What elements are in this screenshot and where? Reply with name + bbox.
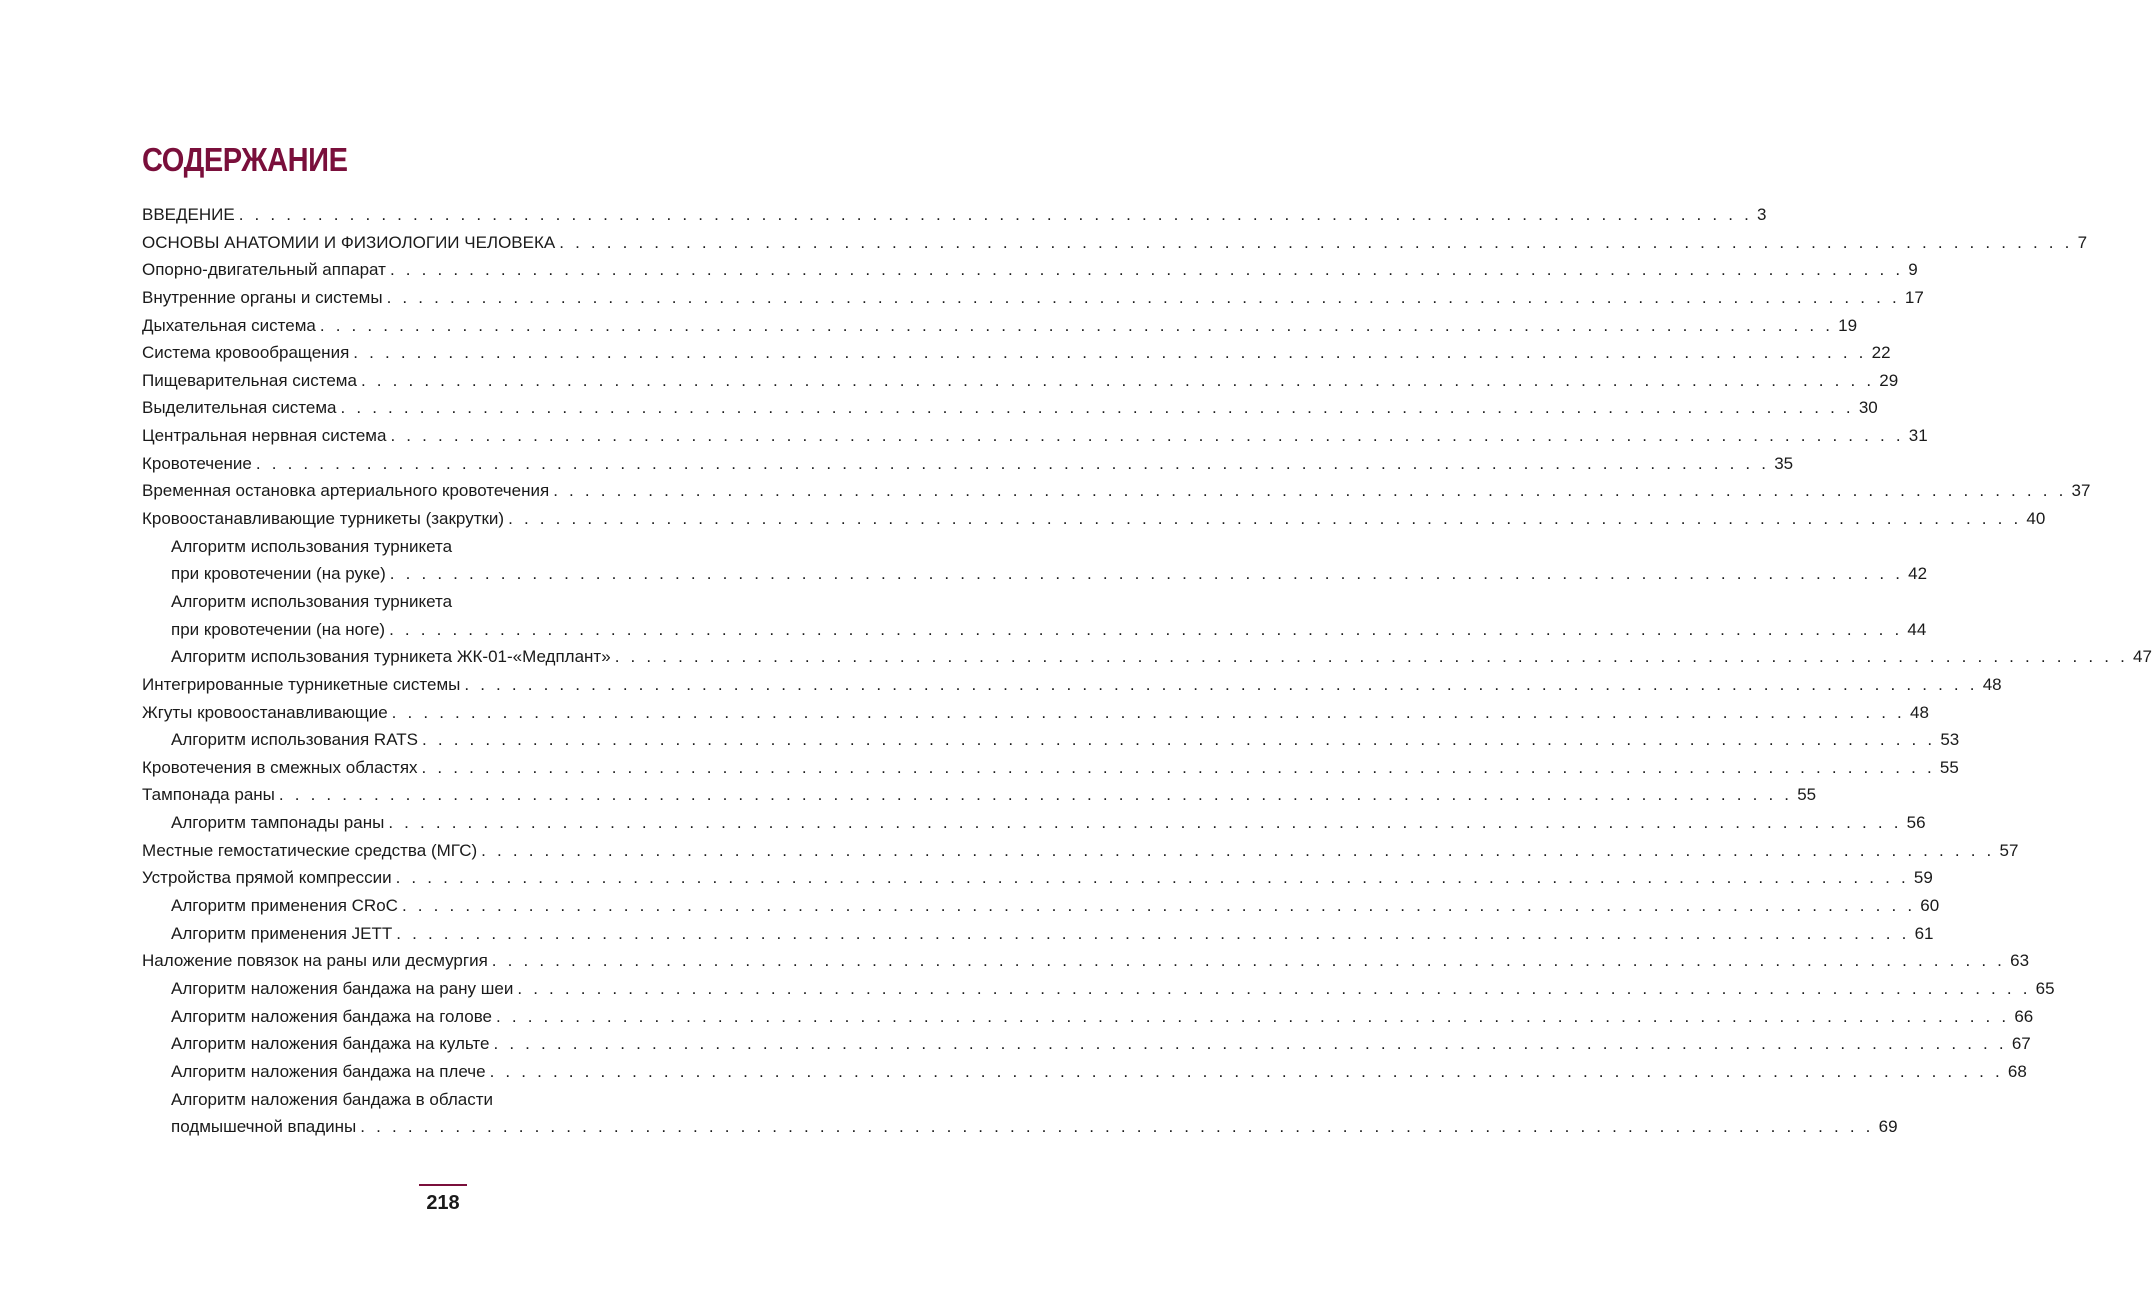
toc-entry[interactable]: [142, 699, 1929, 727]
toc-entry-title: Алгоритм наложения бандажа в области: [171, 1089, 493, 1109]
toc-entry-title: Кровотечение: [142, 453, 252, 473]
toc-entry[interactable]: [142, 726, 1960, 754]
toc-entry[interactable]: [142, 284, 1924, 312]
toc-entry-page: 61: [1914, 923, 1934, 943]
toc-entry-title: Дыхательная система: [142, 315, 316, 335]
dot-leader: . . . . . . . . . . . . . . . . . . . . . . . . . . . . . . . . . . . . . . . . . . . . . . . . . . . . . . . . . . . . . . . . . . . . . . . . . . . . . . . . . . . . . . . . . . . . . . . .: [422, 730, 1936, 750]
dot-leader: . . . . . . . . . . . . . . . . . . . . . . . . . . . . . . . . . . . . . . . . . . . . . . . . . . . . . . . . . . . . . . . . . . . . . . . . . . . . . . . . . . . . . . . . . . . . . . . .: [360, 370, 1875, 390]
dot-leader: . . . . . . . . . . . . . . . . . . . . . . . . . . . . . . . . . . . . . . . . . . . . . . . . . . . . . . . . . . . . . . . . . . . . . . . . . . . . . . . . . . . . . . . . . . . . . . . .: [489, 1061, 2003, 1081]
toc-entry-title: Алгоритм использования турникета ЖК-01-«Медплант»: [171, 647, 611, 667]
toc-entry-title-line: [142, 588, 742, 616]
dot-leader: . . . . . . . . . . . . . . . . . . . . . . . . . . . . . . . . . . . . . . . . . . . . . . . . . . . . . . . . . . . . . . . . . . . . . . . . . . . . . . . . . . . . . . . . . . . . . . . .: [395, 868, 1909, 888]
toc-entry-title: Выделительная система: [142, 398, 337, 418]
table-of-contents: [142, 201, 2152, 1141]
toc-entry-title: Алгоритм использования RATS: [171, 730, 418, 750]
toc-entry-page: 17: [1904, 287, 1924, 307]
toc-entry[interactable]: [142, 560, 1928, 588]
toc-entry[interactable]: [142, 837, 2019, 865]
toc-entry[interactable]: [142, 229, 2088, 257]
toc-entry[interactable]: [142, 422, 1928, 450]
toc-entry-page: 40: [2026, 509, 2046, 529]
dot-leader: . . . . . . . . . . . . . . . . . . . . . . . . . . . . . . . . . . . . . . . . . . . . . . . . . . . . . . . . . . . . . . . . . . . . . . . . . . . . . . . . . . . . . . . . . . . . . . . .: [421, 757, 1935, 777]
toc-entry[interactable]: [142, 1113, 1898, 1141]
toc-entry-page: 7: [2077, 232, 2088, 252]
dot-leader: . . . . . . . . . . . . . . . . . . . . . . . . . . . . . . . . . . . . . . . . . . . . . . . . . . . . . . . . . . . . . . . . . . . . . . . . . . . . . . . . . . . . . . . . . . . . . . . .: [464, 674, 1978, 694]
toc-entry-title: Местные гемостатические средства (МГС): [142, 840, 478, 860]
toc-entry-title-line: [142, 1086, 742, 1114]
dot-leader: . . . . . . . . . . . . . . . . . . . . . . . . . . . . . . . . . . . . . . . . . . . . . . . . . . . . . . . . . . . . . . . . . . . . . . . . . . . . . . . . . . . . . . . . . . . . . . . .: [360, 1117, 1874, 1137]
toc-entry-page: 9: [1908, 260, 1918, 280]
dot-leader: . . . . . . . . . . . . . . . . . . . . . . . . . . . . . . . . . . . . . . . . . . . . . . . . . . . . . . . . . . . . . . . . . . . . . . . . . . . . . . . . . . . . . . . . . . . . . . . .: [278, 785, 1793, 805]
toc-entry-page: 48: [1982, 674, 2002, 694]
toc-entry-page: 22: [1871, 343, 1891, 363]
dot-leader: . . . . . . . . . . . . . . . . . . . . . . . . . . . . . . . . . . . . . . . . . . . . . . . . . . . . . . . . . . . . . . . . . . . . . . . . . . . . . . . . . . . . . . . . . . . . . . . .: [396, 923, 1910, 943]
toc-entry-title: Алгоритм тампонады раны: [171, 813, 385, 833]
toc-entry-title: Алгоритм наложения бандажа на рану шеи: [171, 978, 514, 998]
dot-leader: . . . . . . . . . . . . . . . . . . . . . . . . . . . . . . . . . . . . . . . . . . . . . . . . . . . . . . . . . . . . . . . . . . . . . . . . . . . . . . . . . . . . . . . . . . . . . . . .: [493, 1034, 2007, 1054]
dot-leader: . . . . . . . . . . . . . . . . . . . . . . . . . . . . . . . . . . . . . . . . . . . . . . . . . . . . . . . . . . . . . . . . . . . . . . . . . . . . . . . . . . . . . . . . . . . . . . . .: [401, 896, 1916, 916]
toc-entry-page: 37: [2071, 481, 2091, 501]
dot-leader: . . . . . . . . . . . . . . . . . . . . . . . . . . . . . . . . . . . . . . . . . . . . . . . . . . . . . . . . . . . . . . . . . . . . . . . . . . . . . . . . . . . . . . . . . . . . . . . .: [388, 813, 1902, 833]
dot-leader: . . . . . . . . . . . . . . . . . . . . . . . . . . . . . . . . . . . . . . . . . . . . . . . . . . . . . . . . . . . . . . . . . . . . . . . . . . . . . . . . . . . . . . . . . . . . . . . .: [508, 509, 2022, 529]
toc-entry-title: Устройства прямой компрессии: [142, 868, 392, 888]
toc-entry[interactable]: [142, 256, 1918, 284]
toc-entry-title: Кровотечения в смежных областях: [142, 757, 418, 777]
toc-entry-title: ВВЕДЕНИЕ: [142, 205, 235, 224]
toc-entry-page: 53: [1940, 730, 1960, 750]
toc-entry[interactable]: [142, 947, 2030, 975]
toc-entry-page: 69: [1878, 1117, 1898, 1137]
toc-entry[interactable]: [142, 367, 1899, 395]
dot-leader: . . . . . . . . . . . . . . . . . . . . . . . . . . . . . . . . . . . . . . . . . . . . . . . . . . . . . . . . . . . . . . . . . . . . . . . . . . . . . . . . . . . . . . . . . . . . . . . .: [340, 398, 1854, 418]
toc-entry-title: Алгоритм наложения бандажа на плече: [171, 1061, 486, 1081]
toc-entry-title: Алгоритм наложения бандажа на культе: [171, 1034, 490, 1054]
toc-entry[interactable]: [142, 892, 1940, 920]
toc-entry-page: 60: [1920, 896, 1940, 916]
toc-entry[interactable]: [142, 312, 1858, 340]
toc-entry-title: Алгоритм применения JETT: [171, 923, 393, 943]
dot-leader: . . . . . . . . . . . . . . . . . . . . . . . . . . . . . . . . . . . . . . . . . . . . . . . . . . . . . . . . . . . . . . . . . . . . . . . . . . . . . . . . . . . . . . . . . . . . . . . .: [553, 481, 2067, 501]
toc-entry-page: 68: [2007, 1061, 2027, 1081]
dot-leader: . . . . . . . . . . . . . . . . . . . . . . . . . . . . . . . . . . . . . . . . . . . . . . . . . . . . . . . . . . . . . . . . . . . . . . . . . . . . . . . . . . . . . . . . . . . . . . . .: [559, 232, 2073, 252]
toc-entry[interactable]: [142, 450, 1794, 478]
toc-entry[interactable]: [142, 616, 1927, 644]
toc-entry[interactable]: [142, 477, 2091, 505]
toc-entry[interactable]: [142, 920, 1934, 948]
page-number: 218: [426, 1192, 460, 1214]
toc-entry[interactable]: [142, 1003, 2034, 1031]
toc-entry[interactable]: [142, 754, 1959, 782]
toc-entry[interactable]: [142, 643, 2152, 671]
toc-entry-page: 31: [1908, 426, 1928, 446]
toc-entry-title-continued: при кровотечении (на ноге): [171, 619, 386, 639]
toc-entry-title: Алгоритм наложения бандажа на голове: [171, 1006, 492, 1026]
toc-entry-title: Временная остановка артериального кровотечения: [142, 481, 550, 501]
dot-leader: . . . . . . . . . . . . . . . . . . . . . . . . . . . . . . . . . . . . . . . . . . . . . . . . . . . . . . . . . . . . . . . . . . . . . . . . . . . . . . . . . . . . . . . . . . . . . . . .: [517, 978, 2031, 998]
dot-leader: . . . . . . . . . . . . . . . . . . . . . . . . . . . . . . . . . . . . . . . . . . . . . . . . . . . . . . . . . . . . . . . . . . . . . . . . . . . . . . . . . . . . . . . . . . . . . . . .: [319, 315, 1834, 335]
toc-entry-page: 3: [1757, 205, 1767, 224]
toc-entry[interactable]: [142, 339, 1891, 367]
toc-entry-page: 19: [1838, 315, 1858, 335]
dot-leader: . . . . . . . . . . . . . . . . . . . . . . . . . . . . . . . . . . . . . . . . . . . . . . . . . . . . . . . . . . . . . . . . . . . . . . . . . . . . . . . . . . . . . . . . . . . . . . . .: [491, 951, 2006, 971]
dot-leader: . . . . . . . . . . . . . . . . . . . . . . . . . . . . . . . . . . . . . . . . . . . . . . . . . . . . . . . . . . . . . . . . . . . . . . . . . . . . . . . . . . . . . . . . . . . . . . . .: [389, 564, 1904, 584]
dot-leader: . . . . . . . . . . . . . . . . . . . . . . . . . . . . . . . . . . . . . . . . . . . . . . . . . . . . . . . . . . . . . . . . . . . . . . . . . . . . . . . . . . . . . . . . . . . . . . . .: [390, 426, 1904, 446]
toc-entry-page: 35: [1774, 453, 1794, 473]
toc-entry[interactable]: [142, 671, 2002, 699]
toc-entry-page: 48: [1909, 702, 1929, 722]
toc-entry[interactable]: [142, 1030, 2031, 1058]
toc-entry-page: 55: [1939, 757, 1959, 777]
toc-entry-title: Система кровообращения: [142, 343, 350, 363]
toc-entry-title: Наложение повязок на раны или десмургия: [142, 951, 488, 971]
toc-entry-page: 55: [1797, 785, 1817, 805]
toc-entry-title: Алгоритм применения CRoC: [171, 896, 398, 916]
toc-entry-title: ОСНОВЫ АНАТОМИИ И ФИЗИОЛОГИИ ЧЕЛОВЕКА: [142, 232, 556, 252]
toc-entry-title: Опорно-двигательный аппарат: [142, 260, 386, 280]
toc-entry-page: 66: [2014, 1006, 2034, 1026]
toc-entry-title: Интегрированные турникетные системы: [142, 674, 461, 694]
dot-leader: . . . . . . . . . . . . . . . . . . . . . . . . . . . . . . . . . . . . . . . . . . . . . . . . . . . . . . . . . . . . . . . . . . . . . . . . . . . . . . . . . . . . . . . . . . . . . . . .: [386, 287, 1900, 307]
toc-entry[interactable]: [142, 809, 1926, 837]
dot-leader: . . . . . . . . . . . . . . . . . . . . . . . . . . . . . . . . . . . . . . . . . . . . . . . . . . . . . . . . . . . . . . . . . . . . . . . . . . . . . . . . . . . . . . . . . . . . . . . .: [496, 1006, 2010, 1026]
toc-entry[interactable]: [142, 864, 1933, 892]
toc-entry-title-line: [142, 533, 742, 561]
toc-entry[interactable]: [142, 201, 1767, 229]
dot-leader: . . . . . . . . . . . . . . . . . . . . . . . . . . . . . . . . . . . . . . . . . . . . . . . . . . . . . . . . . . . . . . . . . . . . . . . . . . . . . . . . . . . . . . . . . . . . . . . .: [391, 702, 1905, 722]
toc-entry[interactable]: [142, 1058, 2027, 1086]
toc-entry-title: Жгуты кровоостанавливающие: [142, 702, 388, 722]
dot-leader: . . . . . . . . . . . . . . . . . . . . . . . . . . . . . . . . . . . . . . . . . . . . . . . . . . . . . . . . . . . . . . . . . . . . . . . . . . . . . . . . . . . . . . . . . . . . . . . .: [255, 453, 1770, 473]
toc-entry-page: 59: [1913, 868, 1933, 888]
toc-entry-page: 29: [1879, 370, 1899, 390]
toc-entry-page: 42: [1908, 564, 1928, 584]
toc-entry[interactable]: [142, 975, 2055, 1003]
dot-leader: . . . . . . . . . . . . . . . . . . . . . . . . . . . . . . . . . . . . . . . . . . . . . . . . . . . . . . . . . . . . . . . . . . . . . . . . . . . . . . . . . . . . . . . . . . . . . . . .: [481, 840, 1995, 860]
toc-entry-page: 67: [2011, 1034, 2031, 1054]
toc-entry-title: Алгоритм использования турникета: [171, 591, 453, 611]
dot-leader: . . . . . . . . . . . . . . . . . . . . . . . . . . . . . . . . . . . . . . . . . . . . . . . . . . . . . . . . . . . . . . . . . . . . . . . . . . . . . . . . . . . . . . . . . . . . . . . .: [614, 647, 2129, 667]
toc-entry[interactable]: [142, 394, 1878, 422]
toc-entry-page: 56: [1906, 813, 1926, 833]
toc-entry-title: Тампонада раны: [142, 785, 275, 805]
page-number-rule: [419, 1184, 467, 1186]
toc-entry-title-continued: подмышечной впадины: [171, 1117, 357, 1137]
page-title: СОДЕРЖАНИЕ: [142, 141, 348, 178]
toc-entry-title: Внутренние органы и системы: [142, 287, 383, 307]
toc-entry-title: Центральная нервная система: [142, 426, 387, 446]
dot-leader: . . . . . . . . . . . . . . . . . . . . . . . . . . . . . . . . . . . . . . . . . . . . . . . . . . . . . . . . . . . . . . . . . . . . . . . . . . . . . . . . . . . . . . . . . . . . . . . .: [353, 343, 1867, 363]
toc-entry-title: Кровоостанавливающие турникеты (закрутки): [142, 509, 505, 529]
toc-entry[interactable]: [142, 781, 1817, 809]
toc-entry-page: 47: [2133, 647, 2152, 667]
toc-entry-title-continued: при кровотечении (на руке): [171, 564, 386, 584]
dot-leader: . . . . . . . . . . . . . . . . . . . . . . . . . . . . . . . . . . . . . . . . . . . . . . . . . . . . . . . . . . . . . . . . . . . . . . . . . . . . . . . . . . . . . . . . . . . . . . . .: [389, 619, 1903, 639]
toc-entry-title: Алгоритм использования турникета: [171, 536, 453, 556]
toc-entry[interactable]: [142, 505, 2046, 533]
toc-entry-page: 30: [1858, 398, 1878, 418]
dot-leader: . . . . . . . . . . . . . . . . . . . . . . . . . . . . . . . . . . . . . . . . . . . . . . . . . . . . . . . . . . . . . . . . . . . . . . . . . . . . . . . . . . . . . . . . . . . . . . . .: [389, 260, 1904, 280]
dot-leader: . . . . . . . . . . . . . . . . . . . . . . . . . . . . . . . . . . . . . . . . . . . . . . . . . . . . . . . . . . . . . . . . . . . . . . . . . . . . . . . . . . . . . . . . . . . . . . . .: [238, 205, 1753, 224]
toc-entry-title: Пищеварительная система: [142, 370, 357, 390]
toc-entry-page: 57: [1999, 840, 2019, 860]
toc-entry-page: 63: [2010, 951, 2030, 971]
toc-entry-page: 65: [2035, 978, 2055, 998]
toc-entry-page: 44: [1907, 619, 1927, 639]
